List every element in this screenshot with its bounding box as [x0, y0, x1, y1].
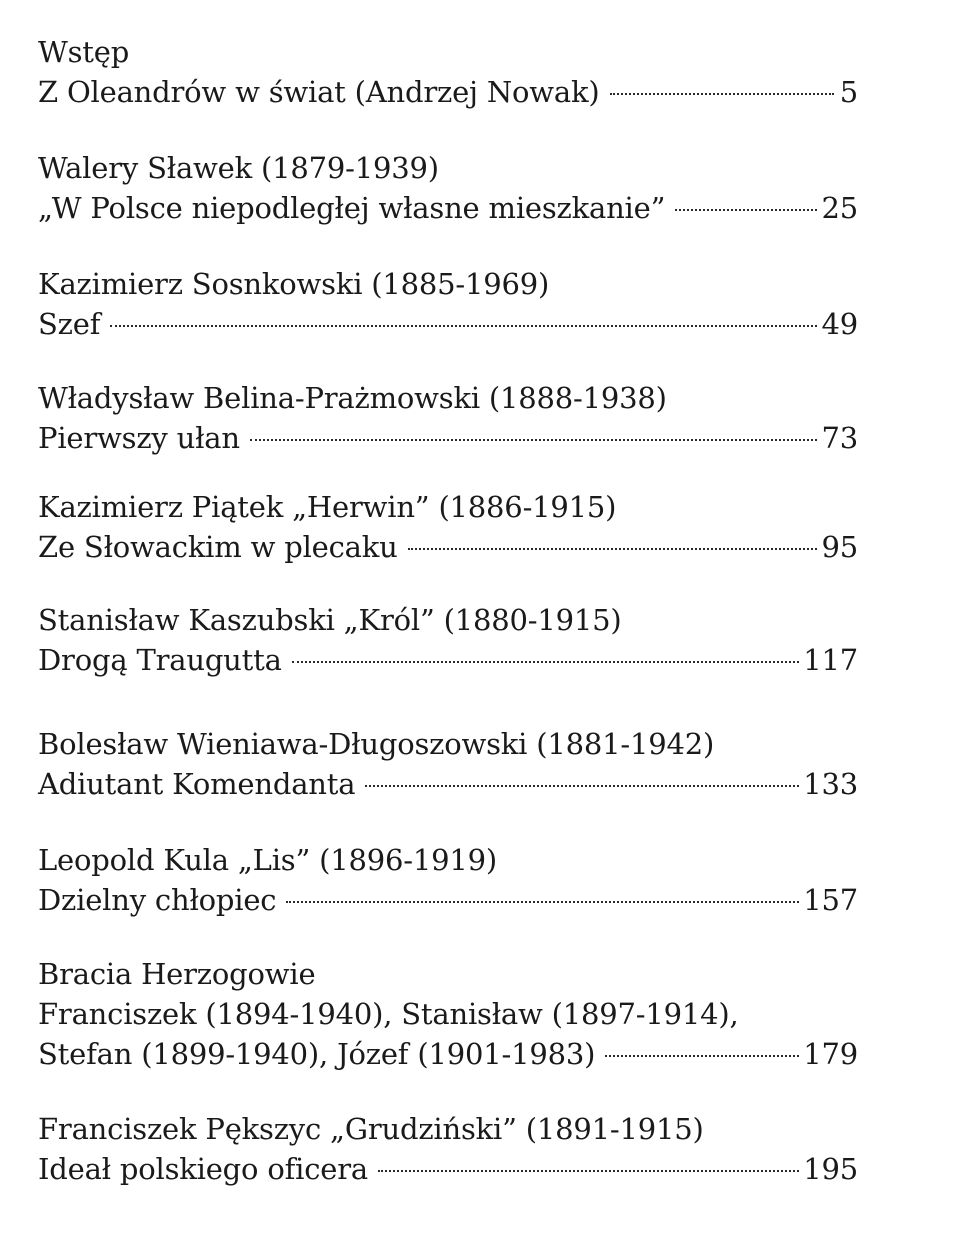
toc-row: [38, 1149, 858, 1189]
toc-heading: Bolesław Wieniawa-Długoszowski (1881-1942): [38, 727, 715, 761]
dot-leader: [110, 325, 817, 327]
page-number: 195: [803, 1152, 858, 1186]
toc-heading: Walery Sławek (1879-1939): [38, 151, 439, 185]
dot-leader: [605, 1055, 799, 1057]
toc-heading: Kazimierz Piątek „Herwin” (1886-1915): [38, 490, 617, 524]
dot-leader: [286, 901, 799, 903]
toc-entry-prazmowski: [38, 378, 858, 458]
toc-row: [38, 304, 858, 344]
dot-leader: [365, 785, 799, 787]
toc-title: „W Polsce niepodległej własne mieszkanie”: [38, 191, 666, 225]
toc-title: Szef: [38, 307, 101, 341]
page-number: 5: [839, 75, 858, 109]
toc-entry-kula: [38, 840, 858, 920]
toc-row: [38, 72, 858, 112]
page-number: 157: [803, 883, 858, 917]
toc-row: [38, 418, 858, 458]
toc-entry-piatek: [38, 487, 858, 567]
toc-title: Adiutant Komendanta: [38, 767, 356, 801]
dot-leader: [675, 209, 817, 211]
page-number: 49: [821, 307, 858, 341]
dot-leader: [408, 548, 818, 550]
page-number: 133: [803, 767, 858, 801]
toc-heading: Władysław Belina-Prażmowski (1888-1938): [38, 381, 667, 415]
toc-title: Stefan (1899-1940), Józef (1901-1983): [38, 1037, 596, 1071]
dot-leader: [250, 439, 818, 441]
toc-row: [38, 527, 858, 567]
dot-leader: [610, 93, 834, 95]
page-number: 25: [821, 191, 858, 225]
toc-title: Ideał polskiego oficera: [38, 1152, 368, 1186]
toc-heading-continued: Franciszek (1894-1940), Stanisław (1897-1914),: [38, 997, 739, 1031]
toc-title: Z Oleandrów w świat (Andrzej Nowak): [38, 75, 600, 109]
toc-title: Drogą Traugutta: [38, 643, 282, 677]
toc-heading: Wstęp: [38, 35, 130, 69]
toc-row: [38, 640, 858, 680]
toc-heading: Kazimierz Sosnkowski (1885-1969): [38, 267, 550, 301]
dot-leader: [378, 1170, 799, 1172]
page-number: 73: [821, 421, 858, 455]
toc-entry-sosnkowski: [38, 264, 858, 344]
toc-entry-herzogowie: [38, 954, 858, 1074]
toc-title: Pierwszy ułan: [38, 421, 240, 455]
toc-heading: Leopold Kula „Lis” (1896-1919): [38, 843, 497, 877]
toc-entry-kaszubski: [38, 600, 858, 680]
page-number: 95: [821, 530, 858, 564]
toc-row: [38, 880, 858, 920]
toc-row: [38, 764, 858, 804]
dot-leader: [292, 661, 800, 663]
page-number: 179: [803, 1037, 858, 1071]
toc-title: Ze Słowackim w plecaku: [38, 530, 398, 564]
toc-heading: Franciszek Pększyc „Grudziński” (1891-1915): [38, 1112, 704, 1146]
toc-heading: Stanisław Kaszubski „Król” (1880-1915): [38, 603, 622, 637]
toc-title: Dzielny chłopiec: [38, 883, 277, 917]
toc-entry-pekszyc: [38, 1109, 858, 1189]
page-number: 117: [803, 643, 858, 677]
toc-entry-intro: [38, 32, 858, 112]
toc-row: [38, 188, 858, 228]
toc-row: [38, 1034, 858, 1074]
toc-heading: Bracia Herzogowie: [38, 957, 316, 991]
toc-entry-slawek: [38, 148, 858, 228]
toc-entry-wieniawa: [38, 724, 858, 804]
